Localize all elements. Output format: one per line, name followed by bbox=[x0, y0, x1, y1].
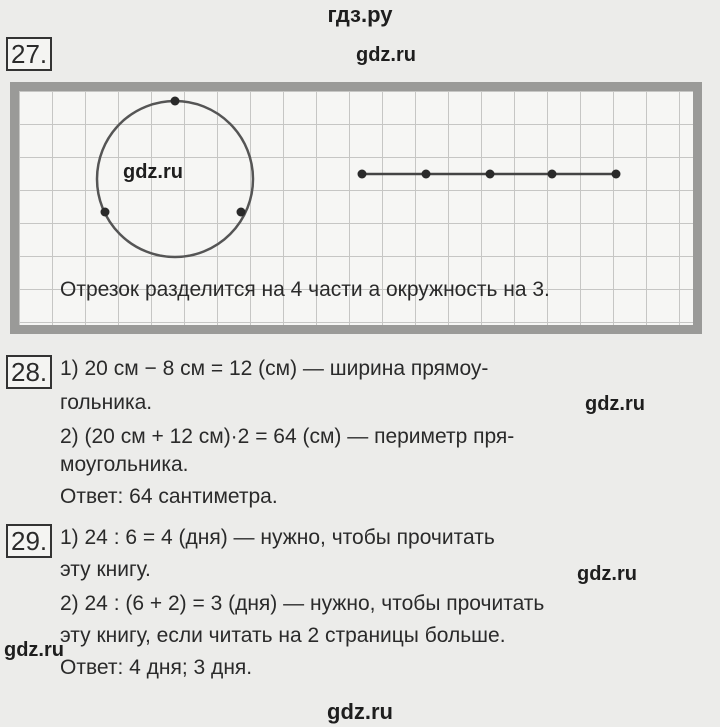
watermark-gdz-3: gdz.ru bbox=[585, 393, 645, 415]
task-28-line-5: Ответ: 64 сантиметра. bbox=[60, 485, 278, 508]
circle-point-left bbox=[101, 208, 110, 217]
segment-point-4 bbox=[548, 170, 557, 179]
segment-point-2 bbox=[422, 170, 431, 179]
squared-paper bbox=[19, 91, 693, 325]
task-29-line-5: Ответ: 4 дня; 3 дня. bbox=[60, 656, 253, 679]
watermark-gdz-4: gdz.ru bbox=[577, 563, 637, 585]
circle-point-top bbox=[171, 97, 180, 106]
circle-point-right bbox=[237, 208, 246, 217]
segment-point-1 bbox=[358, 170, 367, 179]
site-watermark-top: гдз.ру bbox=[327, 2, 393, 27]
grid-drawing-panel bbox=[10, 82, 702, 334]
task-29-line-3: 2) 24 : (6 + 2) = 3 (дня) — нужно, чтобы прочитать bbox=[60, 592, 545, 615]
segment-point-3 bbox=[486, 170, 495, 179]
task-29-line-4: эту книгу, если читать на 2 страницы больше. bbox=[60, 624, 506, 647]
segment-point-5 bbox=[612, 170, 621, 179]
site-watermark-bottom: gdz.ru bbox=[327, 699, 393, 724]
watermark-gdz-1: gdz.ru bbox=[356, 44, 416, 66]
task-28-number: 28. bbox=[6, 355, 52, 389]
task-28-line-4: моугольника. bbox=[60, 453, 189, 476]
task-29-line-2: эту книгу. bbox=[60, 558, 151, 581]
task-27-answer: Отрезок разделится на 4 части а окружность на 3. bbox=[60, 278, 550, 301]
watermark-gdz-2: gdz.ru bbox=[123, 161, 183, 183]
task-28-line-1: 1) 20 см − 8 см = 12 (см) — ширина прямоу- bbox=[60, 357, 489, 380]
task-29-number: 29. bbox=[6, 524, 52, 558]
task-27-number: 27. bbox=[6, 37, 52, 71]
task-28-line-3: 2) (20 см + 12 см)·2 = 64 (см) — периметр пря- bbox=[60, 425, 515, 448]
task-29-line-1: 1) 24 : 6 = 4 (дня) — нужно, чтобы прочитать bbox=[60, 526, 495, 549]
watermark-gdz-5: gdz.ru bbox=[4, 639, 64, 661]
task-28-line-2: гольника. bbox=[60, 391, 153, 414]
